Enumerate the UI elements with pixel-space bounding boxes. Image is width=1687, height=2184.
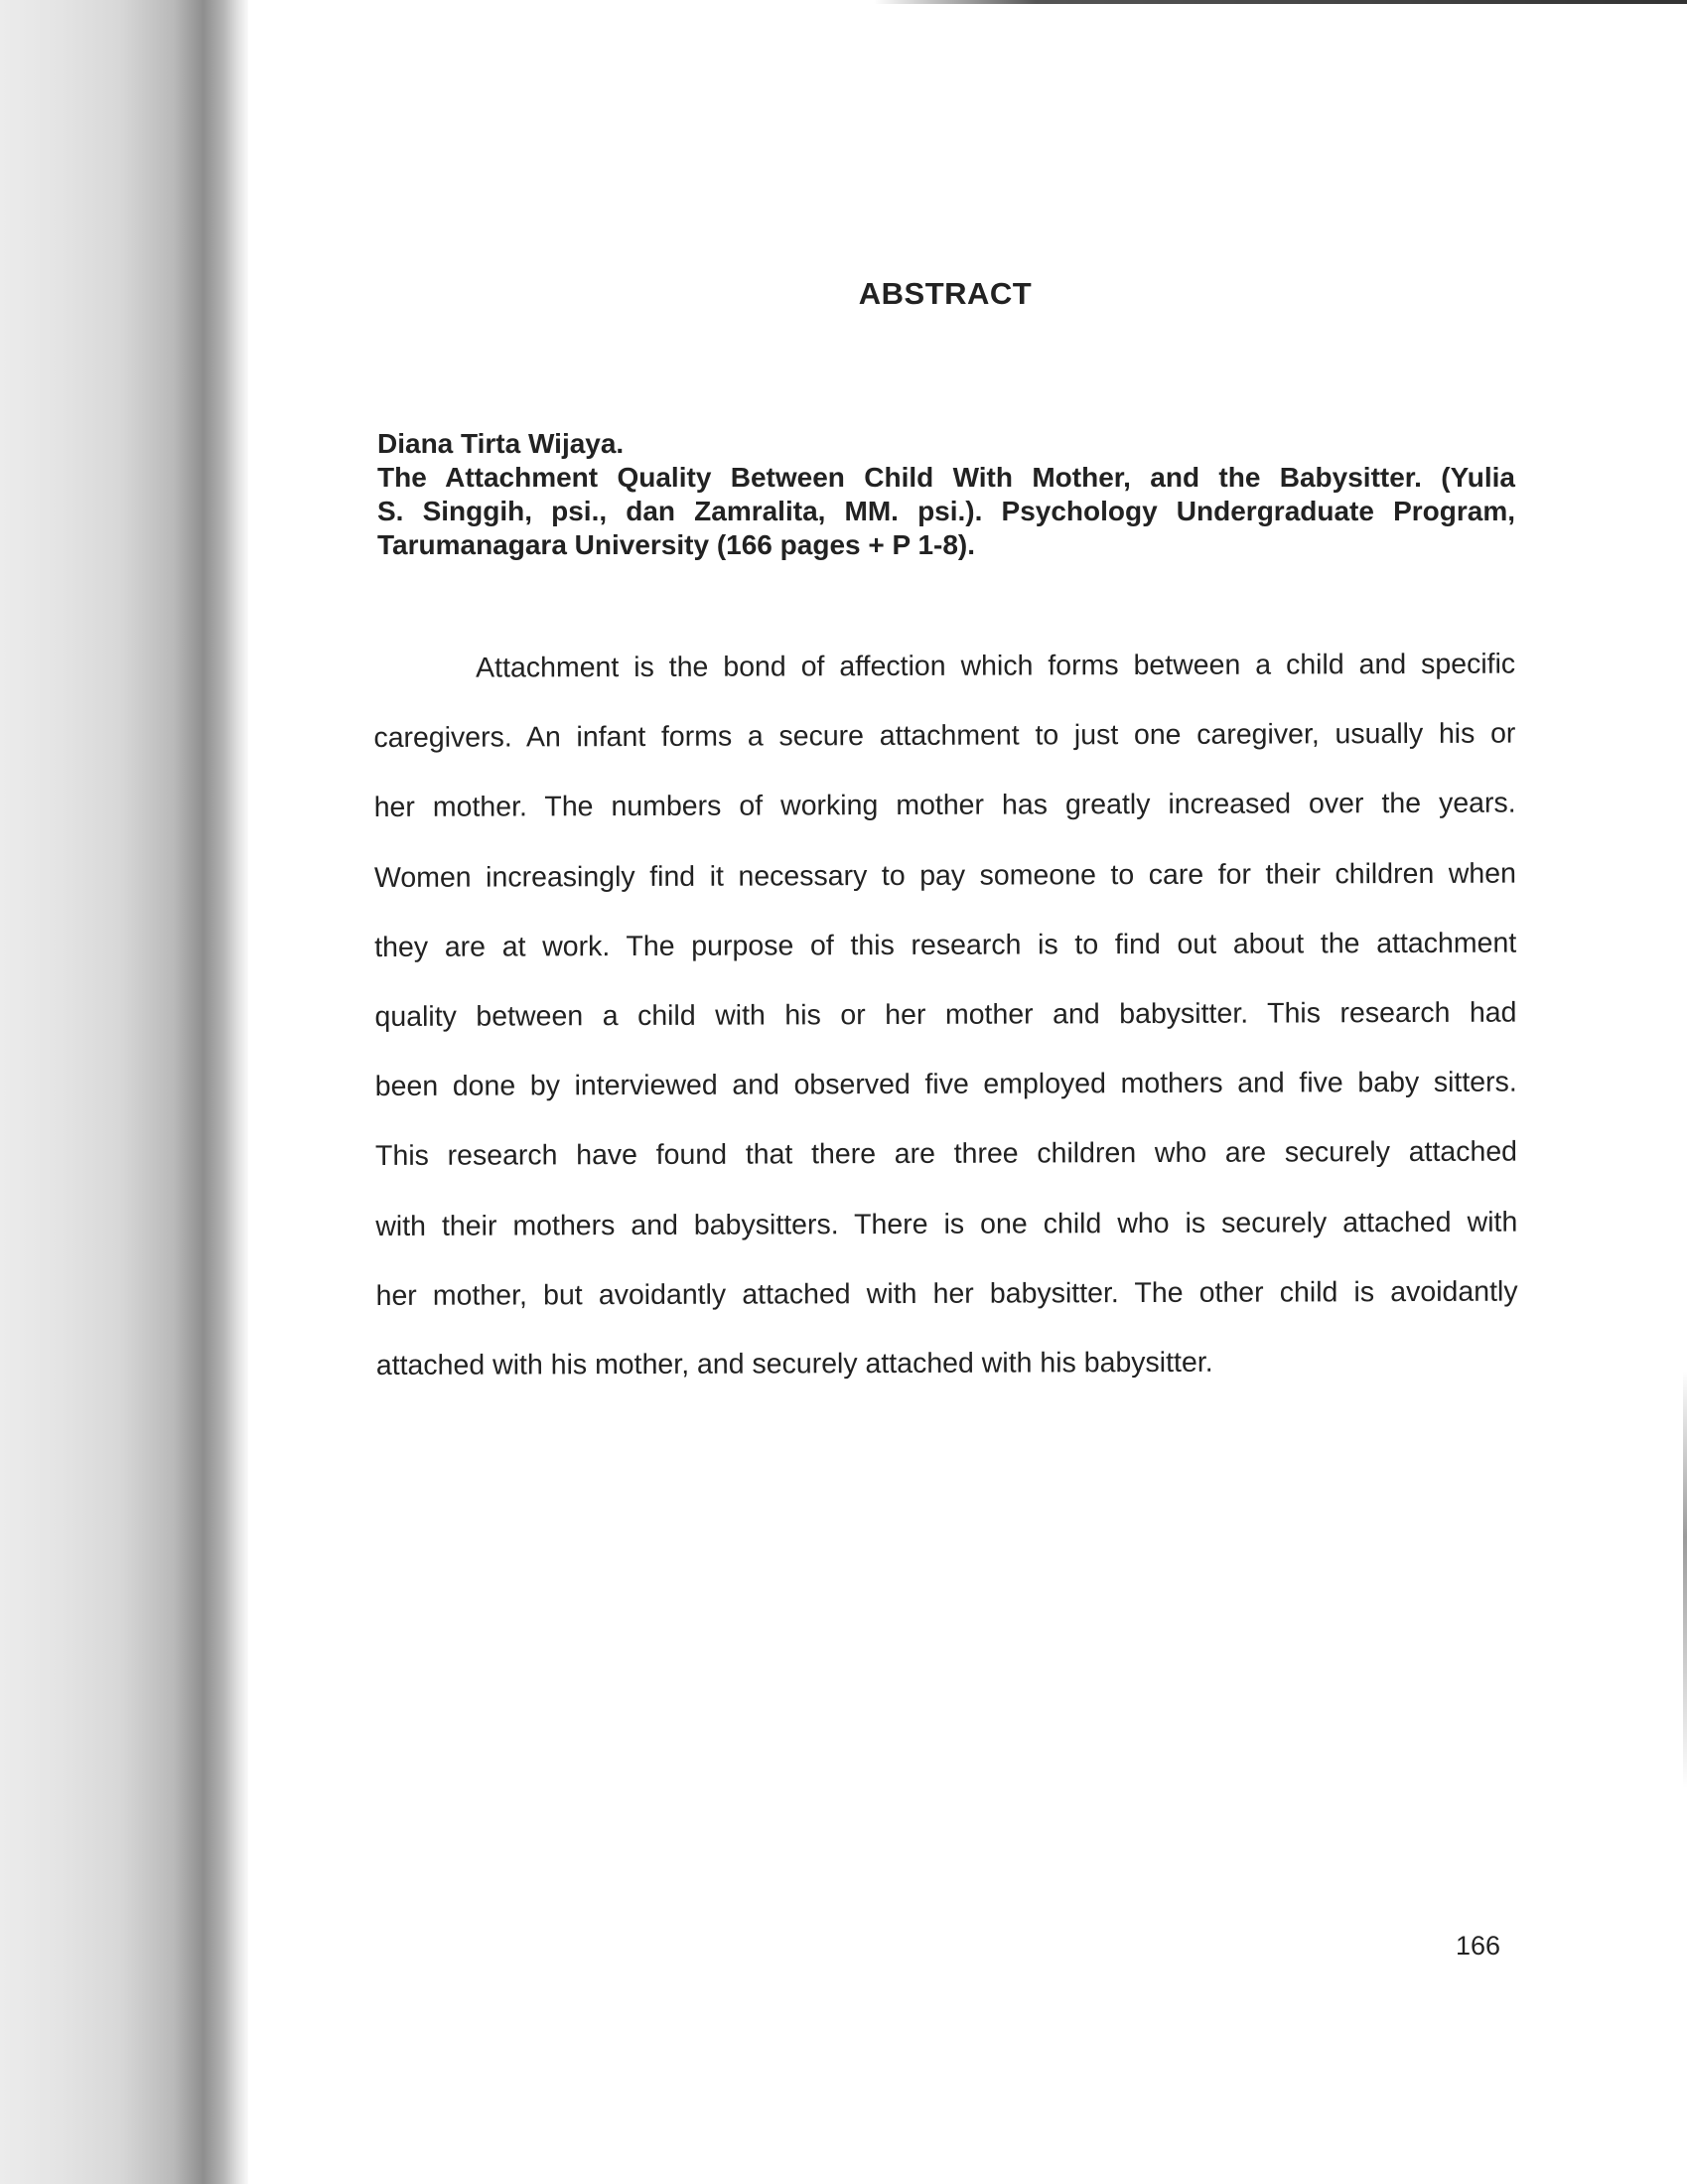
- page-number: 166: [1456, 1931, 1501, 1961]
- body-line: her mother. The numbers of working mother has greatly increased over the years.: [373, 787, 1516, 824]
- abstract-body: [373, 630, 1518, 1400]
- binding-shadow: [0, 0, 248, 2184]
- citation-line: Tarumanagara University (166 pages + P 1-8).: [377, 529, 976, 560]
- author-name: Diana Tirta Wijaya.: [377, 428, 625, 459]
- body-line: been done by interviewed and observed five employed mothers and five baby sitters.: [374, 1066, 1517, 1103]
- scan-top-edge: [874, 0, 1687, 4]
- body-line: caregivers. An infant forms a secure attachment to just one caregiver, usually his or: [373, 717, 1516, 755]
- body-line: attached with his mother, and securely attached with his babysitter.: [375, 1346, 1213, 1382]
- page-title: ABSTRACT: [858, 276, 1033, 311]
- citation-line: The Attachment Quality Between Child With Mother, and the Babysitter. (Yulia: [377, 462, 1515, 493]
- body-line: This research have found that there are three children who are securely attached: [374, 1135, 1518, 1173]
- body-line: Attachment is the bond of affection which forms between a child and specific: [476, 648, 1516, 684]
- body-line: they are at work. The purpose of this research is to find out about the attachment: [374, 927, 1517, 963]
- body-line: her mother, but avoidantly attached with her babysitter. The other child is avoidantly: [375, 1275, 1518, 1312]
- scan-right-edge: [1683, 1371, 1687, 1788]
- citation-block: [377, 427, 1515, 562]
- body-line: with their mothers and babysitters. There is one child who is securely attached with: [375, 1206, 1518, 1242]
- citation-line: S. Singgih, psi., dan Zamralita, MM. psi.). Psychology Undergraduate Program,: [377, 496, 1515, 526]
- body-line: quality between a child with his or her mother and babysitter. This research had: [374, 996, 1517, 1033]
- body-line: Women increasingly find it necessary to pay someone to care for their children when: [373, 857, 1516, 894]
